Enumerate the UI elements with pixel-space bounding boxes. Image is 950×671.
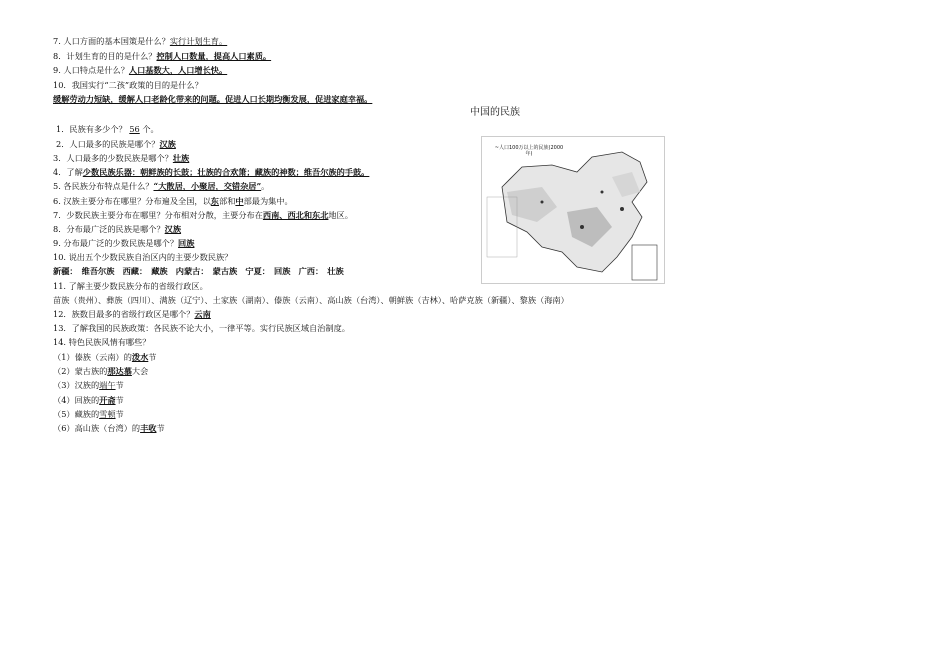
- q13-nation: 13．了解我国的民族政策：各民族不论大小，一律平等。实行民族区域自治制度。: [53, 323, 350, 333]
- festival-1: （1）傣族（云南）的泼水节: [53, 352, 157, 362]
- q8-nation: 8．分布最广泛的民族是哪个？汉族: [53, 224, 182, 234]
- autonomous-regions: 新疆： 维吾尔族 西藏： 藏族 内蒙古： 蒙古族 宁夏： 回族 广西： 壮族: [53, 266, 344, 276]
- q10-top: 10．我国实行“二孩”政策的目的是什么？: [53, 80, 203, 90]
- q7-nation: 7．少数民族主要分布在哪里？分布相对分散，主要分布在西南、西北和东北地区。: [53, 210, 353, 220]
- province-list: 苗族（贵州）、彝族（四川）、满族（辽宁）、土家族（湖南）、傣族（云南）、高山族（台湾）、朝鲜族（吉林）、哈萨克族（新疆）、黎族（海南）: [53, 295, 569, 305]
- q8: 8．计划生育的目的是什么？控制人口数量，提高人口素质。: [53, 51, 272, 61]
- q6-nation: 6. 汉族主要分布在哪里？分布遍及全国，以东部和中部最为集中。: [53, 196, 293, 206]
- q7: 7. 人口方面的基本国策是什么？实行计划生育。: [53, 36, 228, 46]
- festival-5: （5）藏族的雪顿节: [53, 409, 124, 419]
- section-title: 中国的民族: [470, 107, 520, 118]
- festival-3: （3）汉族的端午节: [53, 380, 124, 390]
- q2-nation: 2．人口最多的民族是哪个？汉族: [56, 139, 176, 149]
- china-map-icon: [482, 137, 664, 283]
- q14-nation: 14. 特色民族风情有哪些？: [53, 337, 151, 347]
- q4-nation: 4．了解少数民族乐器：朝鲜族的长鼓；壮族的合欢箫；藏族的神数；维吾尔族的手鼓。: [53, 167, 370, 177]
- festival-2: （2）蒙古族的那达慕大会: [53, 366, 149, 376]
- map-label: ~人口100万以上的民族(2000年): [494, 145, 564, 157]
- festival-6: （6）高山族（台湾）的丰收节: [53, 423, 165, 433]
- q3-nation: 3．人口最多的少数民族是哪个？壮族: [53, 153, 190, 163]
- q9: 9. 人口特点是什么？人口基数大，人口增长快。: [53, 65, 228, 75]
- q1-nation: 1．民族有多少个？ 56 个。: [56, 124, 159, 134]
- q12-nation: 12．族数目最多的省级行政区是哪个？云南: [53, 309, 211, 319]
- q11-nation: 11. 了解主要少数民族分布的省级行政区。: [53, 281, 208, 291]
- festival-4: （4）回族的开斋节: [53, 395, 124, 405]
- q5-nation: 5. 各民族分布特点是什么？“大散居，小聚居，交错杂居”。: [53, 181, 270, 191]
- q10-nation: 10. 说出五个少数民族自治区内的主要少数民族？: [53, 252, 233, 262]
- ethnic-map: [481, 136, 665, 284]
- q10-answer: 缓解劳动力短缺，缓解人口老龄化带来的问题。促进人口长期均衡发展，促进家庭幸福。: [53, 94, 373, 104]
- q9-nation: 9. 分布最广泛的少数民族是哪个？回族: [53, 238, 195, 248]
